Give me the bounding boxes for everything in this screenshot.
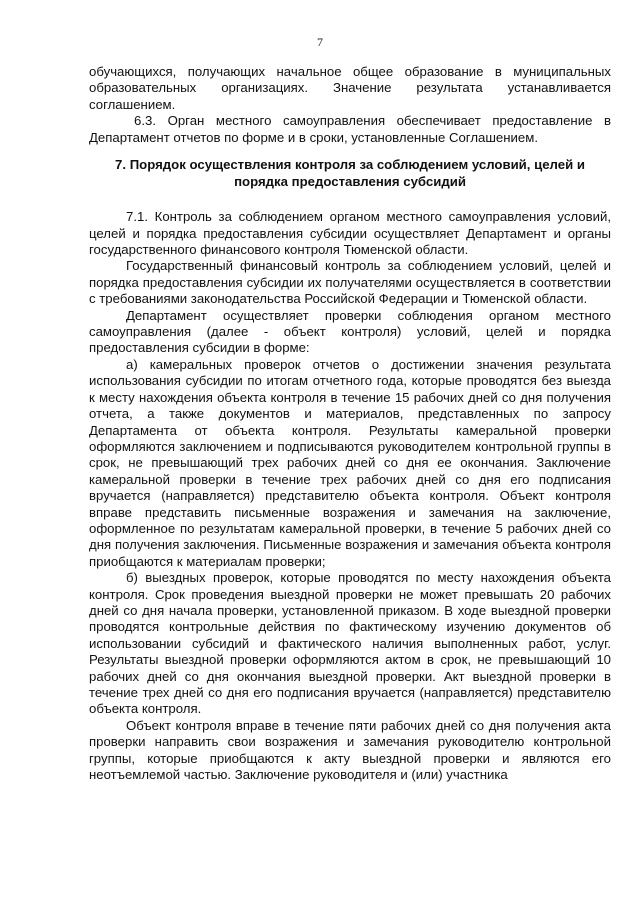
paragraph-objections: Объект контроля вправе в течение пяти рабочих дней со дня получения акта проверки направить свои возражения и замечания руководителю контрольной группы, которые приобщаются к акту выездной проверки и являются его неотъемлемой частью. Заключение руководителя и (или) участника [89, 717, 611, 783]
paragraph-continuation: обучающихся, получающих начальное общее образование в муниципальных образовательных организациях. Значение результата устанавливается соглашением. [89, 64, 611, 112]
document-body [89, 64, 611, 783]
paragraph-item-a-cameral-checks: а) камеральных проверок отчетов о достижении значения результата использования субсидии по итогам отчетного года, которые проводятся без выезда к месту нахождения объекта контроля в течение 15 рабочих дней со дня получения отчета, а также документов и материалов, представленных по запросу Департамента от объекта контроля. Результаты камеральной проверки оформляются заключением и подписываются руководителем контрольной группы в срок, не превышающий трех рабочих дней со дня ее окончания. Заключение камеральной проверки в течение трех рабочих дней со дня его подписания вручается (направляется) представителю объекта контроля. Объект контроля вправе представить письменные возражения и замечания на заключение, оформленное по результатам камеральной проверки, в течение 5 рабочих дней со дня получения заключения. Письменные возражения и замечания объекта контроля приобщаются к материалам проверки; [89, 356, 611, 569]
page-number: 7 [317, 35, 323, 49]
section-7-heading-line-2: порядка предоставления субсидий [234, 173, 466, 189]
section-7-heading [89, 157, 611, 190]
paragraph-item-b-field-checks: б) выездных проверок, которые проводятся по месту нахождения объекта контроля. Срок проведения выездной проверки не может превышать 20 рабочих дней со дня начала проверки, установленной приказом. В ходе выездной проверки проводятся контрольные действия по фактическому изучению документов об использовании субсидий и фактического наличия выполненных работ, услуг. Результаты выездной проверки оформляются актом в срок, не превышающий 10 рабочих дней со дня окончания выездной проверки. Акт выездной проверки в течение трех дней со дня его подписания вручается (направляется) представителю объекта контроля. [89, 570, 611, 717]
paragraph-state-financial-control: Государственный финансовый контроль за соблюдением условий, целей и порядка предоставления субсидии их получателями осуществляется в соответствии с требованиями законодательства Российской Федерации и Тюменской области. [89, 258, 611, 307]
section-7-heading-line-1: 7. Порядок осуществления контроля за соблюдением условий, целей и [115, 157, 585, 173]
paragraph-7-1: 7.1. Контроль за соблюдением органом местного самоуправления условий, целей и порядка предоставления субсидии осуществляет Департамент и органы государственного финансового контроля Тюменской области. [89, 209, 611, 258]
paragraph-6-3: 6.3. Орган местного самоуправления обеспечивает предоставление в Департамент отчетов по форме и в сроки, установленные Соглашением. [89, 113, 611, 145]
paragraph-department-checks: Департамент осуществляет проверки соблюдения органом местного самоуправления (далее - объект контроля) условий, целей и порядка предоставления субсидии в форме: [89, 307, 611, 356]
